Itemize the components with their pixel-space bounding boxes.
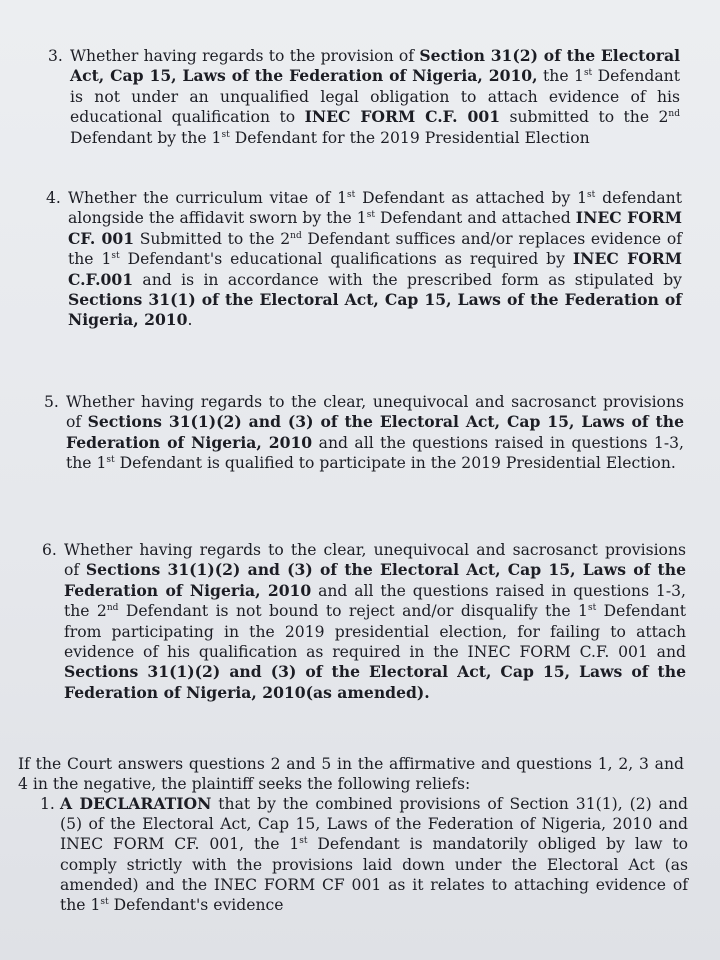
- text-run: Whether having regards to the clear, unequivocal and sacrosanct provisions of: [64, 541, 686, 580]
- reliefs-intro: If the Court answers questions 2 and 5 in the affirmative and questions 1, 2, 3 and 4 in the negative, the plaintiff seeks the following reliefs:: [18, 754, 684, 793]
- text-run: the 1: [537, 67, 584, 86]
- question-4: [46, 188, 683, 331]
- ordinal-suffix: st: [299, 836, 308, 847]
- question-3: [48, 46, 680, 148]
- text-run: Whether having regards to the provision of: [70, 47, 420, 65]
- ordinal-suffix: nd: [290, 230, 302, 241]
- ordinal-suffix: st: [100, 896, 109, 907]
- text-run: Whether the curriculum vitae of 1: [68, 189, 348, 207]
- text-run: Whether having regards to the clear, unequivocal and sacrosanct provisions of: [66, 393, 684, 432]
- text-run: and is in accordance with the prescribed form as stipulated by: [133, 270, 682, 289]
- text-run: Defendant's educational qualifications as required by: [119, 250, 573, 269]
- question-6: [42, 540, 687, 703]
- ordinal-suffix: st: [366, 210, 375, 221]
- bold-run: Sections 31(1)(2) and (3) of the Electoral Act, Cap 15, Laws of the Federation of Nigeria, 2010(as amended).: [64, 662, 686, 702]
- relief-number: 1.: [40, 795, 55, 813]
- text-run: that by the combined provisions of Section 31(1), (2) and (5) of the Electoral Act, Cap 15, Laws of the Federation of Nigeria, 2010 and INEC FORM CF. 001, the 1: [60, 795, 688, 854]
- text-run: Defendant suffices and/or replaces evidence of the 1: [68, 229, 683, 269]
- ordinal-suffix: st: [221, 129, 230, 140]
- text-run: and all the questions raised in questions 1-3, the 2: [64, 581, 686, 621]
- question-text: [64, 540, 686, 703]
- ordinal-suffix: st: [106, 455, 115, 466]
- question-number: 5.: [44, 393, 59, 411]
- text-run: Defendant as attached by 1: [355, 189, 588, 207]
- ordinal-suffix: st: [587, 189, 596, 200]
- text-run: Defendant from participating in the 2019 presidential election, for failing to attach evidence of his qualification as required in the INEC FORM C.F. 001 and: [64, 602, 686, 662]
- bold-run: INEC FORM C.F. 001: [304, 107, 501, 127]
- text-run: Defendant's evidence: [108, 896, 284, 915]
- question-number: 6.: [42, 541, 57, 559]
- ordinal-suffix: nd: [668, 109, 680, 120]
- text-run: Defendant is mandatorily obliged by law to comply strictly with the provisions laid down under the Electoral Act (as amended) and the INEC FORM CF 001 as it relates to attaching evidence of the 1: [60, 835, 688, 915]
- bold-run: Sections 31(1) of the Electoral Act, Cap 15, Laws of the Federation of Nigeria, 2010: [68, 290, 682, 330]
- text-run: and all the questions raised in questions 1-3, the 1: [66, 433, 684, 473]
- ordinal-suffix: st: [111, 251, 120, 262]
- question-text: [66, 392, 684, 474]
- text-run: defendant alongside the affidavit sworn by the 1: [68, 189, 682, 228]
- question-number: 3.: [48, 47, 63, 65]
- text-run: submitted to the 2: [500, 108, 669, 127]
- text-run: Defendant is not bound to reject and/or disqualify the 1: [118, 602, 588, 621]
- text-run: Submitted to the 2: [134, 229, 291, 248]
- question-text: [70, 46, 680, 148]
- text-run: Defendant by the 1: [70, 128, 222, 147]
- bold-run: Section 31(2) of the Electoral Act, Cap 15, Laws of the Federation of Nigeria, 2010,: [70, 46, 680, 86]
- text-run: Defendant for the 2019 Presidential Election: [229, 128, 590, 147]
- relief-1: [40, 794, 688, 915]
- question-text: [68, 188, 682, 331]
- text-run: Defendant and attached: [374, 209, 576, 228]
- question-5: [44, 392, 684, 474]
- bold-run: A DECLARATION: [60, 794, 212, 813]
- bold-run: INEC FORM C.F.001: [68, 249, 683, 289]
- question-number: 4.: [46, 189, 61, 207]
- text-run: Defendant is not under an unqualified legal obligation to attach evidence of his educational qualification to: [70, 67, 680, 127]
- relief-text: [60, 794, 688, 915]
- text-run: .: [187, 311, 193, 330]
- ordinal-suffix: nd: [106, 603, 119, 614]
- bold-run: INEC FORM CF. 001: [68, 208, 682, 248]
- bold-run: Sections 31(1)(2) and (3) of the Electoral Act, Cap 15, Laws of the Federation of Nigeria, 2010: [64, 560, 687, 600]
- ordinal-suffix: st: [587, 603, 597, 614]
- bold-run: Sections 31(1)(2) and (3) of the Electoral Act, Cap 15, Laws of the Federation of Nigeria, 2010: [66, 412, 684, 452]
- ordinal-suffix: st: [347, 189, 356, 200]
- text-run: Defendant is qualified to participate in the 2019 Presidential Election.: [114, 454, 676, 473]
- ordinal-suffix: st: [583, 68, 593, 79]
